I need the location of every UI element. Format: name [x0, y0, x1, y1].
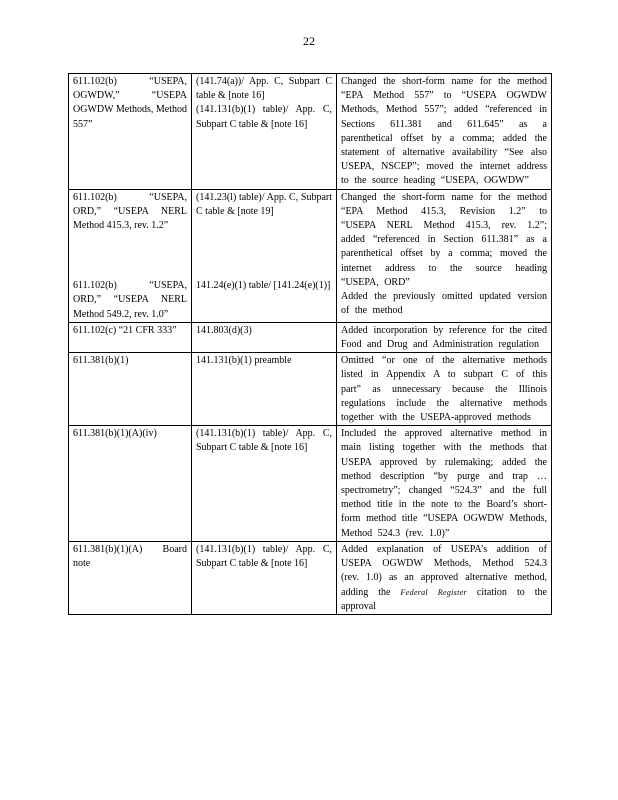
section-cell	[69, 322, 192, 352]
revision-table	[68, 73, 552, 615]
section-text: 611.102(b) “USEPA, ORD,” “USEPA NERL Method 415.3, rev. 1.2”	[73, 191, 187, 232]
source-cell	[192, 353, 337, 426]
federal-register-text: Federal Register	[400, 587, 467, 597]
section-text: 611.381(b)(1)(A)(iv)	[73, 428, 157, 440]
section-text: 611.102(b) “USEPA, OGWDW,” “USEPA OGWDW Methods, Method 557”	[73, 76, 187, 130]
source-text: 141.131(b)(1) preamble	[196, 355, 292, 367]
section-text: 611.381(b)(1)(A) Board note	[73, 543, 187, 570]
revision-text	[341, 543, 547, 614]
revision-cell	[337, 322, 552, 352]
page-number: 22	[303, 34, 315, 48]
source-cell	[192, 541, 337, 614]
revision-text: Added incorporation by reference for the cited Food and Drug and Administration regulation	[341, 324, 547, 351]
source-text: (141.131(b)(1) table)/ App. C, Subpart C table & [note 16]	[196, 104, 332, 130]
revision-cell	[337, 541, 552, 614]
section-text: 611.102(b) “USEPA, ORD,” “USEPA NERL Method 549.2, rev. 1.0”	[73, 280, 187, 320]
section-cell	[69, 353, 192, 426]
revision-text: Included the approved alternative method in main listing together with the methods that USEPA approved by rulemaking; added the method description “by purge and trap … spectrometry”; changed “524.3” and the full method title in the note to the Board’s short-form method title “USEPA OGWDW Methods, Method 524.3 (rev. 1.0)”	[341, 428, 547, 539]
section-text: 611.102(c) “21 CFR 333”	[73, 324, 177, 336]
source-text: 141.803(d)(3)	[196, 324, 252, 336]
revision-text-part: Added explanation of USEPA’s addition of USEPA OGWDW Methods, Method 524.3 (rev. 1.0) as an approved alternative method, adding the	[341, 543, 547, 598]
table-row	[69, 74, 552, 190]
source-text: (141.131(b)(1) table)/ App. C, Subpart C table & [note 16]	[196, 428, 332, 454]
section-cell	[69, 189, 192, 322]
section-text: 611.381(b)(1)	[73, 355, 129, 367]
source-text: (141.23(l) table)/ App. C, Subpart C table & [note 19]	[196, 191, 332, 217]
source-cell	[192, 322, 337, 352]
revision-text: Added the previously omitted updated version of the method	[341, 291, 547, 317]
table-row	[69, 426, 552, 542]
table-row	[69, 541, 552, 614]
revision-text: Omitted “or one of the alternative methods listed in Appendix A to subpart C of this part” as unnecessary because the Illinois regulations include the alternative methods together with the USEPA-approved methods	[341, 355, 547, 424]
source-text: 141.24(e)(1) table/ [141.24(e)(1)]	[196, 280, 331, 292]
section-cell	[69, 426, 192, 542]
source-text: (141.74(a))/ App. C, Subpart C table & [note 16]	[196, 76, 332, 102]
revision-cell	[337, 189, 552, 322]
revision-cell	[337, 353, 552, 426]
revision-text: Changed the short-form name for the method “EPA Method 557” to “USEPA OGWDW Methods, Method 557”; added “referenced in Sections 611.381 and 611.645” as a parenthetical offset by a comma; added the statement of alternative availability “See also USEPA, NSCEP”; moved the internet address to the source heading “USEPA, OGWDW”	[341, 76, 547, 187]
revision-cell	[337, 426, 552, 542]
revision-text: Changed the short-form name for the method “EPA Method 415.3, Revision 1.2” to “USEPA NERL Method 415.3, rev. 1.2”; added “referenced in Section 611.381” as a parenthetical offset by a comma; moved the internet address to the source heading “USEPA, ORD”	[341, 191, 547, 288]
revision-cell	[337, 74, 552, 190]
source-cell	[192, 189, 337, 322]
section-cell	[69, 541, 192, 614]
table-row	[69, 189, 552, 322]
section-cell	[69, 74, 192, 190]
table-row	[69, 353, 552, 426]
table-row	[69, 322, 552, 352]
source-text: (141.131(b)(1) table)/ App. C, Subpart C table & [note 16]	[196, 543, 332, 570]
source-cell	[192, 74, 337, 190]
revision-text-part: citation to the approval	[341, 586, 547, 612]
source-cell	[192, 426, 337, 542]
